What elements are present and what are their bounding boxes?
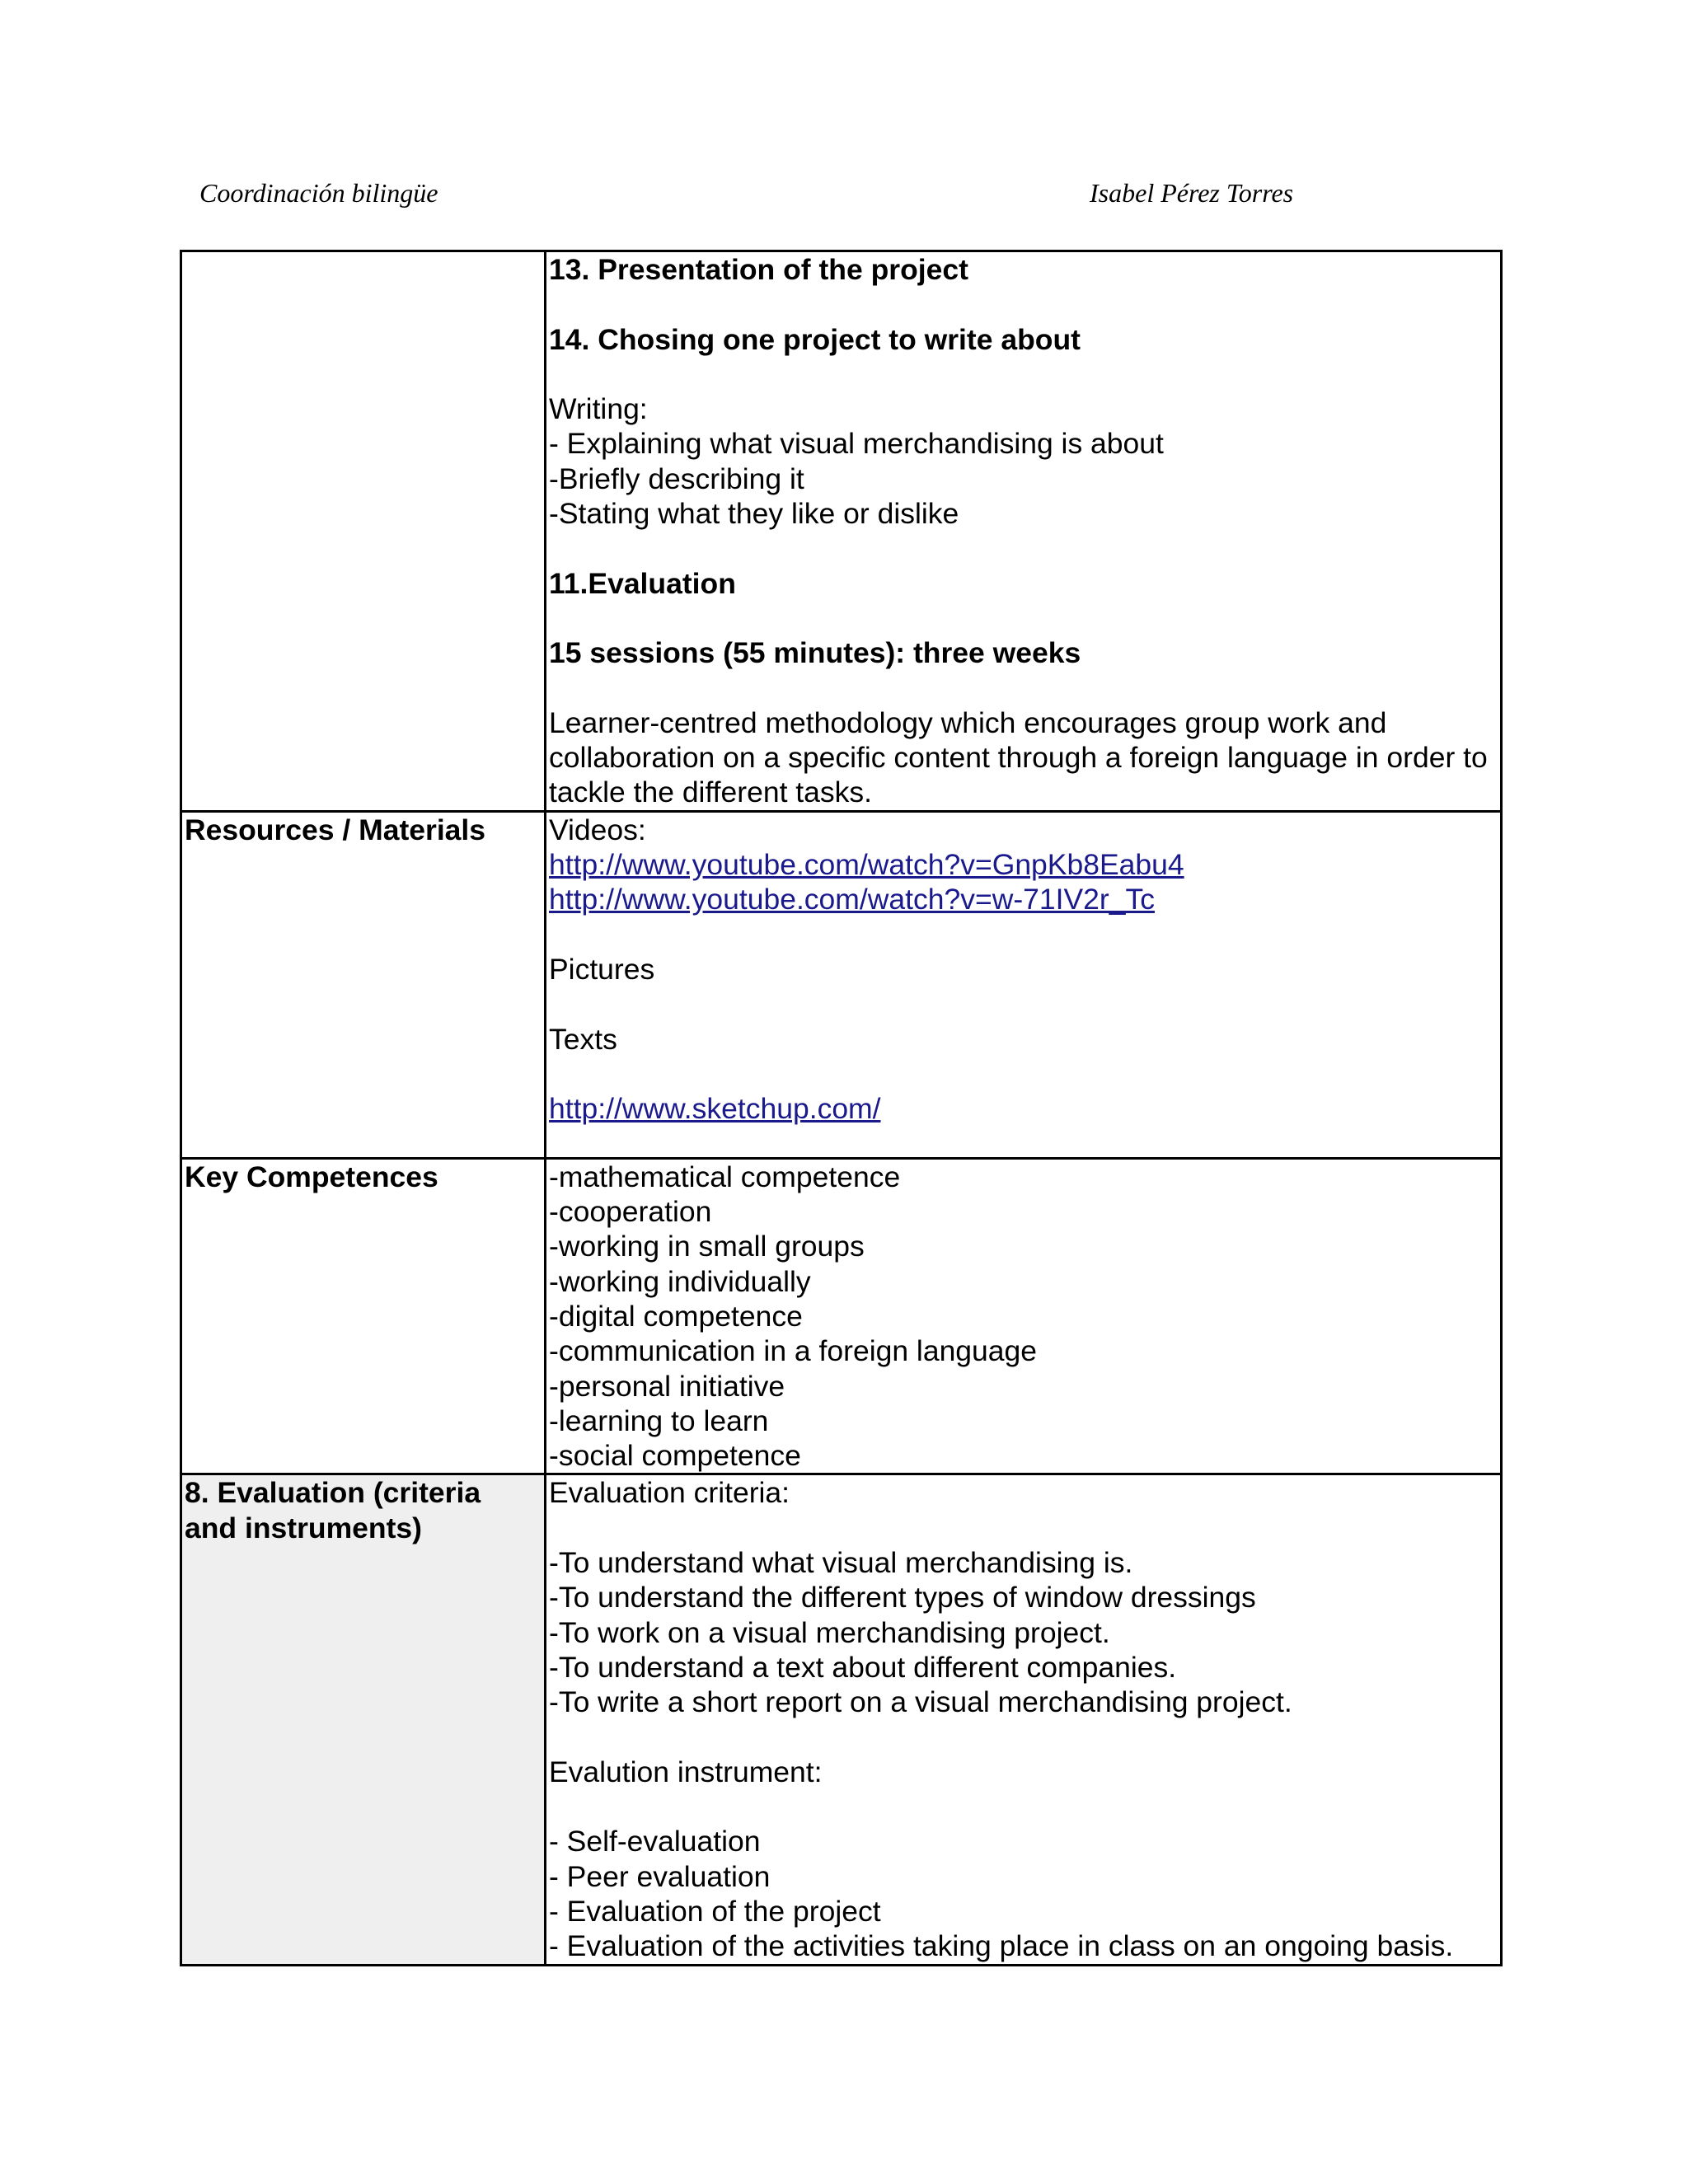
- evaluation-content-cell: [546, 1474, 1502, 1965]
- competence-item: -mathematical competence: [549, 1160, 901, 1193]
- activities-content-cell: [546, 251, 1502, 812]
- activities-label-cell: [181, 251, 546, 812]
- writing-item: -Stating what they like or dislike: [549, 497, 959, 531]
- video-link-2[interactable]: http://www.youtube.com/watch?v=w-71IV2r_Tc: [549, 883, 1155, 916]
- video-link-1[interactable]: http://www.youtube.com/watch?v=GnpKb8Eabu4: [549, 848, 1184, 882]
- competence-item: -social competence: [549, 1439, 801, 1473]
- header-right-text: Isabel Pérez Torres: [1090, 178, 1294, 208]
- evaluation-row: [181, 1474, 1502, 1965]
- competences-label: Key Competences: [181, 1158, 546, 1474]
- competence-item: -learning to learn: [549, 1404, 769, 1437]
- header-left-text: Coordinación bilingüe: [199, 178, 438, 208]
- lesson-plan-table: [180, 250, 1503, 1966]
- resources-content-cell: [546, 811, 1502, 1158]
- writing-item: -Briefly describing it: [549, 462, 804, 495]
- criteria-item: -To understand the different types of window dressings: [549, 1581, 1256, 1615]
- competence-item: -cooperation: [549, 1195, 712, 1229]
- instrument-label: Evalution instrument:: [549, 1755, 823, 1788]
- methodology-text: Learner-centred methodology which encourages group work and collaboration on a specific content through a foreign language in order to tackle the different tasks.: [549, 705, 1488, 809]
- criteria-item: -To understand a text about different companies.: [549, 1650, 1177, 1684]
- competence-item: -working in small groups: [549, 1230, 865, 1263]
- criteria-item: -To write a short report on a visual merchandising project.: [549, 1685, 1292, 1719]
- writing-item: - Explaining what visual merchandising is about: [549, 427, 1164, 461]
- instrument-item: - Evaluation of the project: [549, 1894, 881, 1928]
- criteria-item: -To work on a visual merchandising project.: [549, 1615, 1110, 1649]
- competences-row: [181, 1158, 1502, 1474]
- competence-item: -communication in a foreign language: [549, 1334, 1038, 1368]
- criteria-item: -To understand what visual merchandising is.: [549, 1546, 1133, 1580]
- item-11-heading: 11.Evaluation: [549, 566, 736, 600]
- sessions-heading: 15 sessions (55 minutes): three weeks: [549, 636, 1081, 670]
- competence-item: -digital competence: [549, 1299, 803, 1333]
- competences-content-cell: [546, 1158, 1502, 1474]
- instrument-item: - Self-evaluation: [549, 1825, 761, 1858]
- evaluation-label-cell: [181, 1474, 546, 1965]
- texts-text: Texts: [549, 1022, 617, 1056]
- item-14-heading: 14. Chosing one project to write about: [549, 322, 1081, 356]
- criteria-label: Evaluation criteria:: [549, 1476, 790, 1510]
- sketchup-link[interactable]: http://www.sketchup.com/: [549, 1092, 881, 1126]
- writing-label: Writing:: [549, 392, 648, 426]
- resources-label: Resources / Materials: [181, 811, 546, 1158]
- instrument-item: - Evaluation of the activities taking place in class on an ongoing basis.: [549, 1929, 1454, 1963]
- activities-row: [181, 251, 1502, 812]
- competence-item: -working individually: [549, 1264, 811, 1298]
- evaluation-label-line1: 8. Evaluation (criteria: [185, 1476, 481, 1510]
- item-13-heading: 13. Presentation of the project: [549, 253, 968, 286]
- instrument-item: - Peer evaluation: [549, 1859, 771, 1893]
- videos-label: Videos:: [549, 813, 646, 846]
- pictures-text: Pictures: [549, 952, 655, 986]
- resources-row: [181, 811, 1502, 1158]
- evaluation-label-line2: and instruments): [185, 1511, 422, 1544]
- competence-item: -personal initiative: [549, 1369, 785, 1403]
